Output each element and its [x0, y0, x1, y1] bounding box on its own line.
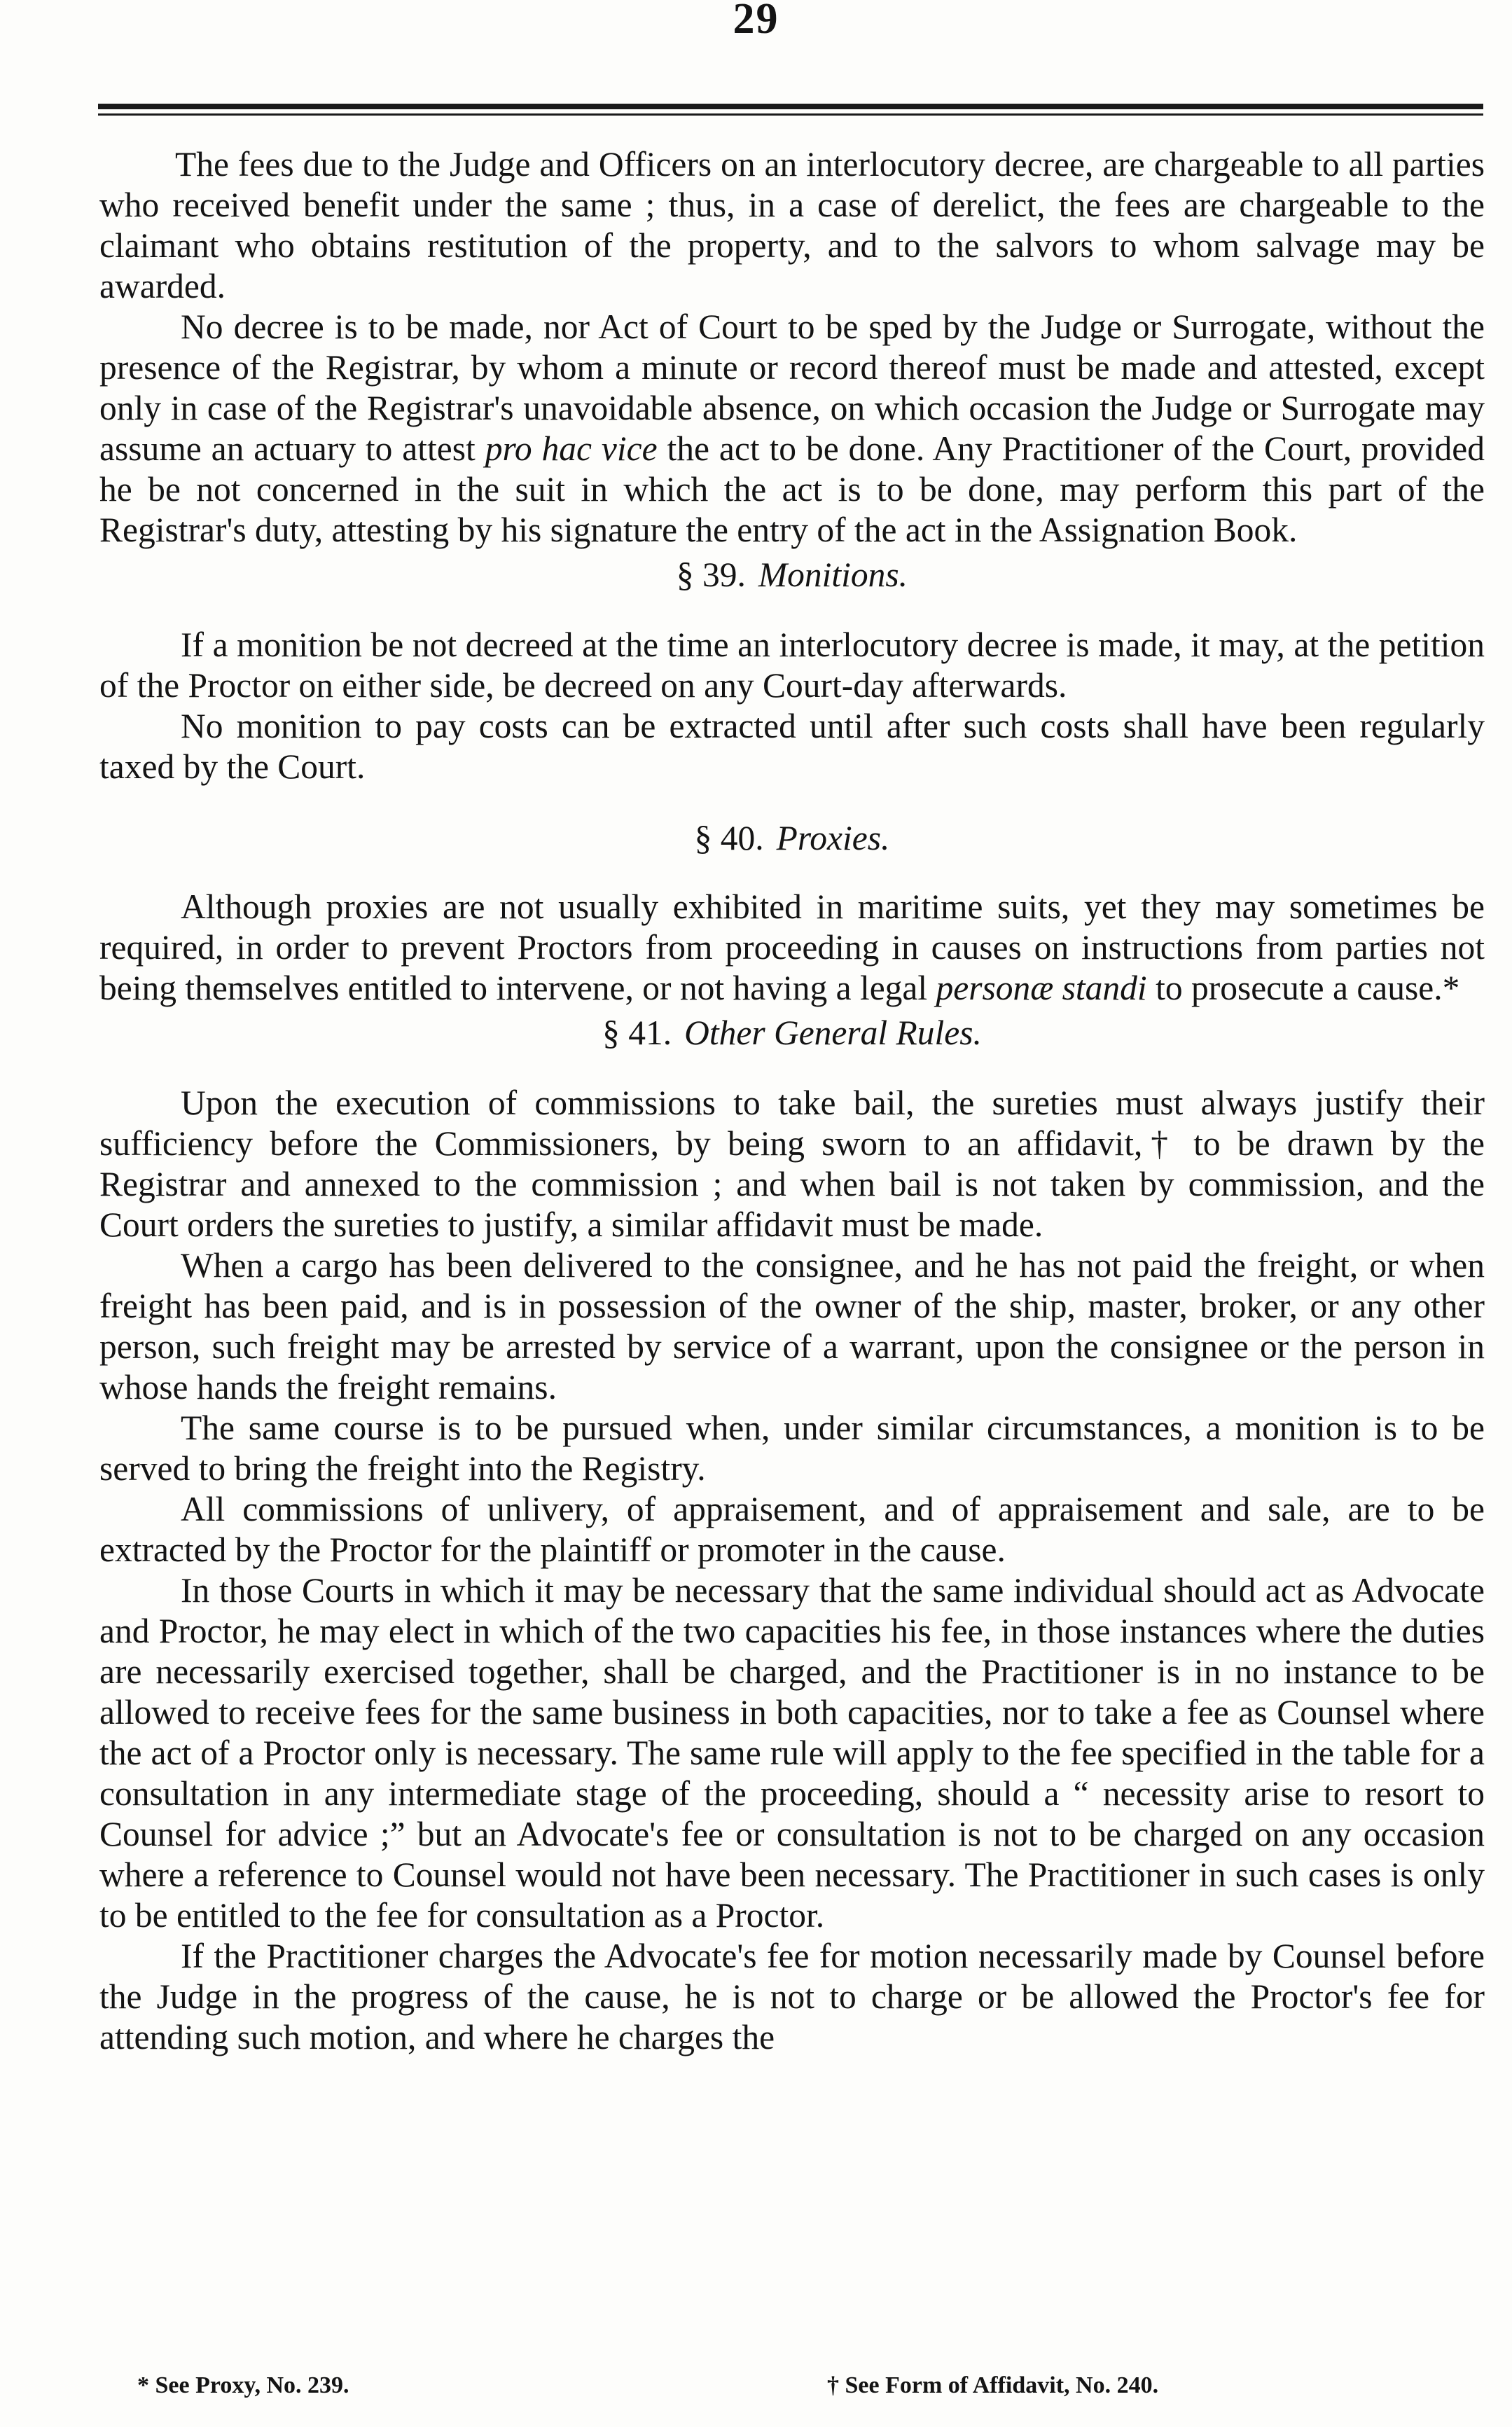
section-number: § 41.	[602, 1014, 672, 1052]
paragraph-cargo-freight: When a cargo has been delivered to the consignee, and he has not paid the freight, or when freight has been paid, and is in possession of the owner of the ship, master, broker, or any other person, such freight may be arrested by service of a warrant, upon the consignee or the person in whose hands the freight remains.	[99, 1246, 1485, 1406]
header-rule-thin	[98, 113, 1483, 116]
footnote-proxy: * See Proxy, No. 239.	[137, 2372, 349, 2398]
section-heading-40	[99, 818, 1485, 859]
latin-phrase: pro hac vice	[485, 429, 658, 468]
paragraph-interlocutory-fees: The fees due to the Judge and Officers on an interlocutory decree, are chargeable to all parties who received benefit under the same ; thus, in a case of derelict, the fees are chargeable to the claimant who obtains restitution of the property, and to the salvors to whom salvage may be awarded.	[99, 145, 1485, 305]
section-title: Proxies.	[776, 819, 890, 857]
page-number: 29	[733, 0, 779, 43]
paragraph-text: the act to be done. Any Practitioner of the Court, provided he be not concerned in the suit in which the act is to be done, may perform this part of the Registrar's duty, attesting by his signature the entry of the act in the Assignation Book.	[99, 429, 1485, 549]
header-rule-thick	[98, 104, 1483, 109]
paragraph-monition-freight: The same course is to be pursued when, under similar circumstances, a monition is to be served to bring the freight into the Registry.	[99, 1409, 1485, 1488]
section-heading-41	[99, 1013, 1485, 1053]
paragraph-motion-fees: If the Practitioner charges the Advocate's fee for motion necessarily made by Counsel before the Judge in the progress of the cause, he is not to charge or be allowed the Proctor's fee for attending such motion, and where he charges the	[99, 1937, 1485, 2056]
body-text	[99, 144, 1485, 2058]
paragraph-proxies	[99, 887, 1485, 1009]
paragraph-text: to prosecute a cause.*	[1146, 969, 1460, 1007]
section-number: § 40.	[694, 819, 764, 857]
paragraph-advocate-proctor: In those Courts in which it may be necessary that the same individual should act as Advocate and Proctor, he may elect in which of the two capacities his fee, in those instances where the duties are necessarily exercised together, shall be charged, and the Practitioner is in no instance to be allowed to receive fees for the same business in both capacities, nor to take a fee as Counsel where the act of a Proctor only is necessary. The same rule will apply to the fee specified in the table for a consultation in any intermediate stage of the proceeding, should a “ necessity arise to resort to Counsel for advice ;” but an Advocate's fee or consultation is not to be charged on any occasion where a reference to Counsel would not have been necessary. The Practitioner in such cases is only to be entitled to the fee for consultation as a Proctor.	[99, 1571, 1485, 1935]
paragraph-monition-costs: No monition to pay costs can be extracted until after such costs shall have been regularly taxed by the Court.	[99, 707, 1485, 786]
paragraph-decree-registrar	[99, 307, 1485, 551]
paragraph-bail-sureties: Upon the execution of commissions to take bail, the sureties must always justify their sufficiency before the Commissioners, by being sworn to an affidavit,† to be drawn by the Registrar and annexed to the commission ; and when bail is not taken by commission, and the Court orders the sureties to justify, a similar affidavit must be made.	[99, 1084, 1485, 1244]
latin-phrase: personæ standi	[936, 969, 1147, 1007]
footnote-affidavit: † See Form of Affidavit, No. 240.	[827, 2372, 1159, 2398]
paragraph-monition-decreed: If a monition be not decreed at the time an interlocutory decree is made, it may, at the petition of the Proctor on either side, be decreed on any Court-day afterwards.	[99, 625, 1485, 705]
section-heading-39	[99, 555, 1485, 595]
paragraph-text: Although proxies are not usually exhibited in maritime suits, yet they may sometimes be required, in order to prevent Proctors from proceeding in causes on instructions from parties not being themselves entitled to intervene, or not having a legal	[99, 887, 1485, 1007]
section-title: Other General Rules.	[684, 1014, 982, 1052]
paragraph-text: No decree is to be made, nor Act of Court to be sped by the Judge or Surrogate, without the presence of the Registrar, by whom a minute or record thereof must be made and attested, except only in case of the Registrar's unavoidable absence, on which occasion the Judge or Surrogate may assume an actuary to attest	[99, 307, 1485, 468]
section-number: § 39.	[676, 555, 746, 594]
paragraph-commissions-unlivery: All commissions of unlivery, of appraisement, and of appraisement and sale, are to be extracted by the Proctor for the plaintiff or promoter in the cause.	[99, 1490, 1485, 1569]
section-title: Monitions.	[758, 555, 908, 594]
